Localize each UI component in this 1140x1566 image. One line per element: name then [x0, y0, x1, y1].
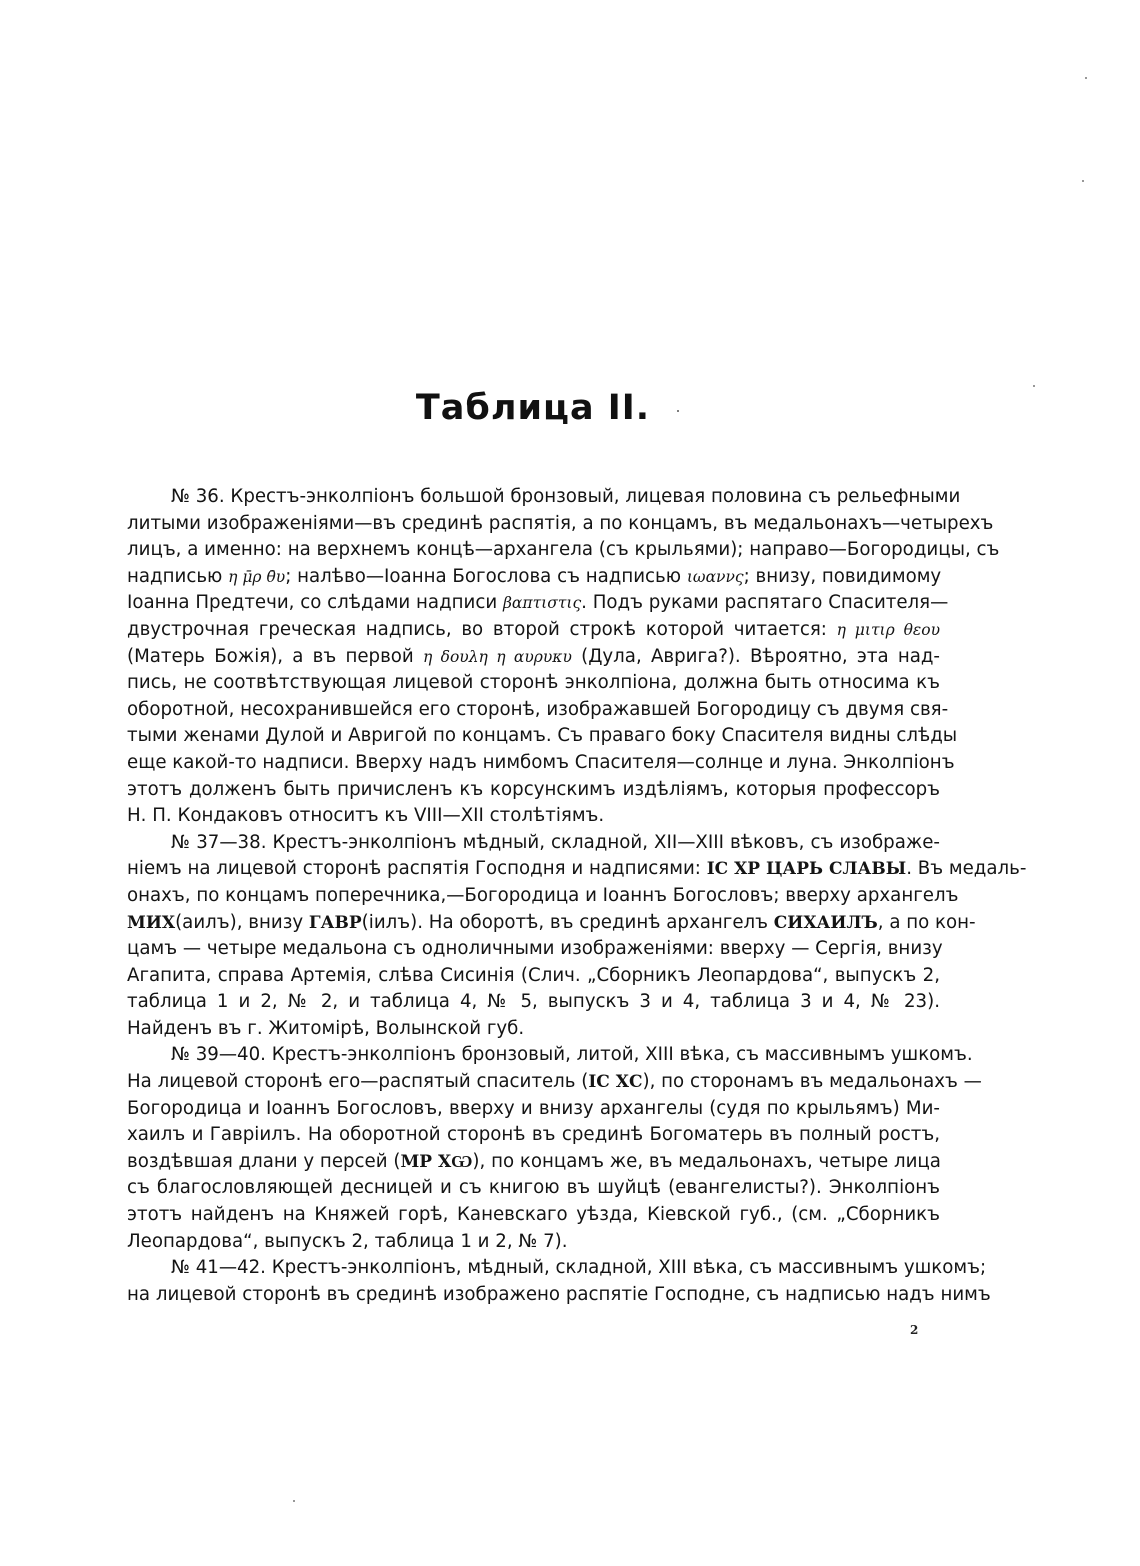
page-number: 2 [910, 1323, 919, 1337]
entry-line: ніемъ на лицевой сторонѣ распятія Господня и надписями: ІС ХР ЦАРЬ СЛАВЫ. Въ медаль- [127, 858, 1027, 880]
entry-39-40 [127, 1042, 982, 1255]
entry-line: на лицевой сторонѣ въ срединѣ изображено распятіе Господне, съ надписью надъ нимъ [127, 1283, 991, 1305]
entry-line: лицъ, а именно: на верхнемъ концѣ—архангела (съ крыльями); направо—Богородицы, съ [127, 539, 1000, 561]
greek-inscription: η μιτιρ θεου [836, 620, 940, 639]
greek-inscription: η μ̄ρ θ̄υ [228, 567, 286, 586]
slavonic-inscription: СИХАИЛЪ [773, 912, 878, 933]
decorative-dot [677, 410, 679, 412]
greek-inscription: η δουλη η αυρυκυ [422, 647, 572, 666]
entry-line: литыми изображеніями—въ срединѣ распятія, а по концамъ, въ медальонахъ—четырехъ [127, 512, 994, 534]
page-title: Таблица II. [415, 388, 651, 428]
entry-line: № 39—40. Крестъ-энколпіонъ бронзовый, литой, XIII вѣка, съ массивнымъ ушкомъ. [171, 1044, 973, 1066]
entry-line: (Матерь Божія), а въ первой η δουλη η αυρυκυ (Дула, Аврига?). Вѣроятно, эта над- [127, 645, 940, 667]
entry-line: Найденъ въ г. Житомірѣ, Волынской губ. [127, 1017, 525, 1039]
entry-36 [127, 484, 1000, 830]
entry-line: онахъ, по концамъ поперечника,—Богородица и Іоаннъ Богословъ; вверху архангелъ [127, 884, 959, 906]
scan-speck [293, 1500, 295, 1502]
entry-line: Іоанна Предтечи, со слѣдами надписи βαπτιστις. Подъ руками распятаго Спасителя— [127, 592, 949, 614]
slavonic-inscription: ІС ХС [588, 1072, 643, 1093]
entry-line: На лицевой сторонѣ его—распятый спаситель (ІС ХС), по сторонамъ въ медальонахъ — [127, 1071, 982, 1093]
document-body [127, 484, 1027, 1308]
entry-line: Н. П. Кондаковъ относитъ къ VIII—XII столѣтіямъ. [127, 805, 605, 827]
scan-speck [1033, 385, 1035, 387]
entry-37-38 [127, 830, 1027, 1043]
entry-line: хаилъ и Гавріилъ. На оборотной сторонѣ въ срединѣ Богоматерь въ полный ростъ, [127, 1124, 940, 1146]
entry-line: оборотной, несохранившейся его сторонѣ, изображавшей Богородицу съ двумя свя- [127, 698, 949, 720]
entry-line: этотъ найденъ на Княжей горѣ, Каневскаго уѣзда, Кіевской губ., (см. „Сборникъ [127, 1204, 940, 1226]
slavonic-inscription: ІС ХР ЦАРЬ СЛАВЫ [706, 859, 907, 880]
entry-line: тыми женами Дулой и Авригой по концамъ. Съ праваго боку Спасителя видны слѣды [127, 725, 958, 747]
entry-line: надписью η μ̄ρ θ̄υ; налѣво—Іоанна Богослова съ надписью ιωαννς; внизу, повидимому [127, 565, 942, 587]
entry-line: Леопардова“, выпускъ 2, таблица 1 и 2, № 7). [127, 1230, 568, 1252]
entry-line: Агапита, справа Артемія, слѣва Сисинія (Слич. „Сборникъ Леопардова“, выпускъ 2, [127, 964, 940, 986]
scan-speck [1085, 77, 1087, 79]
entry-41-42 [127, 1255, 991, 1308]
slavonic-inscription: МИХ [127, 912, 176, 933]
entry-line: цамъ — четыре медальона съ одноличными изображеніями: вверху — Сергія, внизу [127, 938, 943, 960]
entry-line: пись, не соотвѣтствующая лицевой сторонѣ энколпіона, должна быть относима къ [127, 672, 940, 694]
entry-line: съ благословляющей десницей и съ книгою въ шуйцѣ (евангелисты?). Энколпіонъ [127, 1177, 940, 1199]
entry-line: Богородица и Іоаннъ Богословъ, вверху и внизу архангелы (судя по крыльямъ) Ми- [127, 1097, 940, 1119]
slavonic-inscription: МР ХѠ [400, 1151, 473, 1172]
entry-line: таблица 1 и 2, № 2, и таблица 4, № 5, выпускъ 3 и 4, таблица 3 и 4, № 23). [127, 991, 940, 1013]
greek-inscription: βαπτιστις [502, 594, 582, 613]
slavonic-inscription: ГАВР [308, 912, 362, 933]
entry-line: еще какой-то надписи. Вверху надъ нимбомъ Спасителя—солнце и луна. Энколпіонъ [127, 751, 955, 773]
entry-line: № 41—42. Крестъ-энколпіонъ, мѣдный, складной, XIII вѣка, съ массивнымъ ушкомъ; [171, 1257, 987, 1279]
entry-line: МИХ(аилъ), внизу ГАВР(іилъ). На оборотѣ, въ срединѣ архангелъ СИХАИЛЪ, а по кон- [127, 911, 976, 933]
entry-line: № 36. Крестъ-энколпіонъ большой бронзовый, лицевая половина съ рельефными [171, 486, 961, 507]
entry-line: этотъ долженъ быть причисленъ къ корсунскимъ издѣліямъ, которыя профессоръ [127, 778, 940, 800]
scan-speck [1082, 180, 1084, 182]
greek-inscription: ιωαννς [686, 567, 744, 586]
entry-line: двустрочная греческая надпись, во второй строкѣ которой читается: η μιτιρ θεου [127, 618, 940, 640]
entry-line: воздѣвшая длани у персей (МР ХѠ), по концамъ же, въ медальонахъ, четыре лица [127, 1150, 941, 1172]
entry-line: № 37—38. Крестъ-энколпіонъ мѣдный, складной, XII—XIII вѣковъ, съ изображе- [171, 831, 940, 853]
